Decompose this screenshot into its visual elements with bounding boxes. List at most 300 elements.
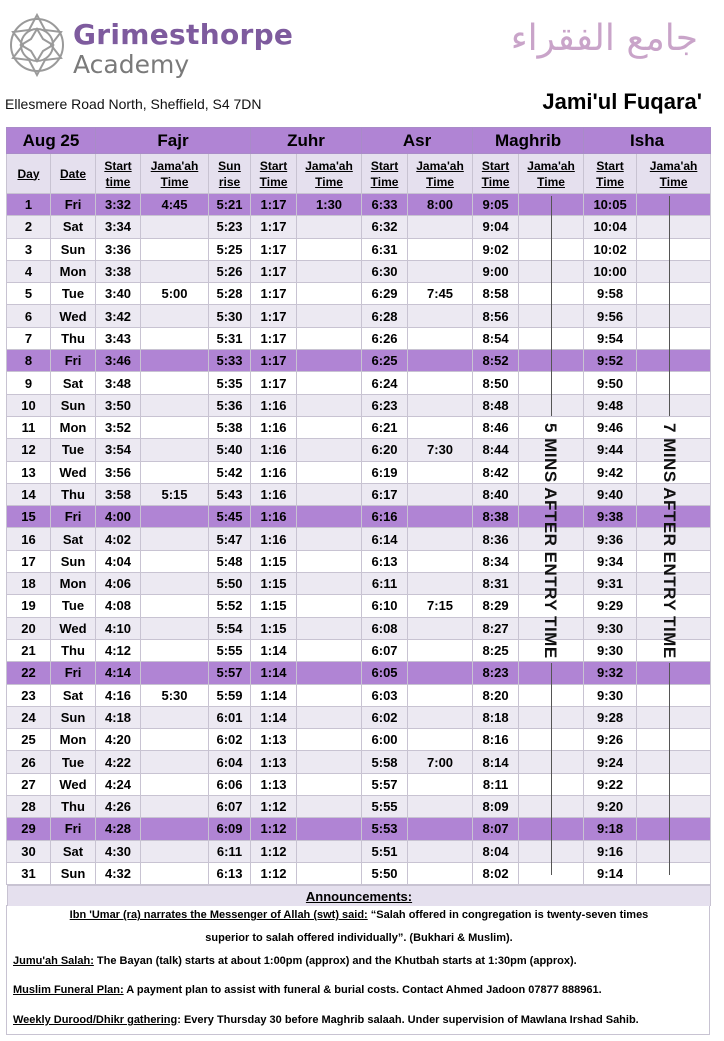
cell-asr-jamaah: [408, 260, 473, 282]
table-row: [7, 773, 711, 795]
cell-sunrise: 5:33: [209, 350, 251, 372]
column-header-word: Time: [481, 174, 510, 189]
cell-fajr-start: 3:32: [96, 194, 141, 216]
jumuah-label: Jumu'ah Salah:: [13, 955, 94, 967]
cell-date: Fri: [51, 662, 96, 684]
cell-zuhr-jamaah: [297, 818, 362, 840]
cell-zuhr-jamaah: [297, 773, 362, 795]
cell-asr-start: 5:58: [362, 751, 408, 773]
cell-sunrise: 5:31: [209, 327, 251, 349]
cell-sunrise: 5:43: [209, 483, 251, 505]
cell-maghrib-start: 8:29: [473, 595, 519, 617]
cell-maghrib-start: 8:40: [473, 483, 519, 505]
cell-zuhr-start: 1:13: [251, 729, 297, 751]
address: Ellesmere Road North, Sheffield, S4 7DN: [5, 96, 262, 112]
table-row: [7, 840, 711, 862]
cell-jamaah-note: [637, 350, 711, 372]
cell-date: Sun: [51, 238, 96, 260]
cell-fajr-start: 3:56: [96, 461, 141, 483]
cell-maghrib-start: 9:04: [473, 216, 519, 238]
column-header: [362, 154, 408, 194]
funeral-label: Muslim Funeral Plan:: [13, 984, 124, 996]
cell-maghrib-start: 8:36: [473, 528, 519, 550]
cell-asr-start: 6:05: [362, 662, 408, 684]
cell-asr-start: 6:17: [362, 483, 408, 505]
column-header-word: Jama'ah: [649, 158, 698, 173]
cell-date: Sun: [51, 394, 96, 416]
column-header: [408, 154, 473, 194]
cell-maghrib-start: 8:27: [473, 617, 519, 639]
column-header: [51, 154, 96, 194]
cell-isha-start: 9:56: [584, 305, 637, 327]
cell-asr-jamaah: 7:30: [408, 439, 473, 461]
cell-sunrise: 6:04: [209, 751, 251, 773]
cell-jamaah-note: [637, 840, 711, 862]
cell-maghrib-start: 8:56: [473, 305, 519, 327]
cell-jamaah-note: [637, 238, 711, 260]
cell-date: Mon: [51, 729, 96, 751]
cell-fajr-start: 4:22: [96, 751, 141, 773]
column-header-word: Start: [370, 158, 399, 173]
column-header-word: Time: [659, 174, 688, 189]
cell-isha-start: 9:14: [584, 862, 637, 884]
cell-day: 18: [7, 573, 51, 595]
cell-date: Wed: [51, 773, 96, 795]
cell-date: Wed: [51, 305, 96, 327]
cell-day: 17: [7, 550, 51, 572]
cell-asr-jamaah: [408, 327, 473, 349]
cell-isha-start: 10:02: [584, 238, 637, 260]
column-header-word: Time: [537, 174, 565, 189]
cell-zuhr-jamaah: [297, 483, 362, 505]
academy-logo-icon: [5, 10, 69, 80]
cell-fajr-jamaah: [141, 350, 209, 372]
cell-zuhr-start: 1:12: [251, 862, 297, 884]
table-row: [7, 439, 711, 461]
cell-zuhr-jamaah: [297, 840, 362, 862]
table-row: [7, 639, 711, 661]
group-fajr: Fajr: [96, 128, 251, 154]
cell-asr-jamaah: [408, 818, 473, 840]
cell-asr-start: 6:20: [362, 439, 408, 461]
cell-fajr-start: 3:52: [96, 416, 141, 438]
column-header-word: Start: [481, 158, 510, 173]
cell-isha-start: 9:34: [584, 550, 637, 572]
column-header: [637, 154, 711, 194]
cell-asr-jamaah: [408, 684, 473, 706]
cell-maghrib-start: 8:38: [473, 506, 519, 528]
cell-isha-start: 9:28: [584, 706, 637, 728]
cell-sunrise: 5:57: [209, 662, 251, 684]
cell-maghrib-start: 8:04: [473, 840, 519, 862]
cell-fajr-jamaah: 5:00: [141, 283, 209, 305]
cell-day: 26: [7, 751, 51, 773]
cell-isha-start: 9:29: [584, 595, 637, 617]
cell-sunrise: 5:50: [209, 573, 251, 595]
cell-day: 13: [7, 461, 51, 483]
cell-maghrib-start: 9:02: [473, 238, 519, 260]
cell-asr-jamaah: 8:00: [408, 194, 473, 216]
cell-sunrise: 5:26: [209, 260, 251, 282]
cell-zuhr-start: 1:16: [251, 439, 297, 461]
cell-zuhr-jamaah: [297, 684, 362, 706]
table-row: [7, 662, 711, 684]
cell-fajr-start: 4:04: [96, 550, 141, 572]
group-zuhr: Zuhr: [251, 128, 362, 154]
cell-asr-start: 6:33: [362, 194, 408, 216]
cell-maghrib-start: 8:31: [473, 573, 519, 595]
cell-asr-jamaah: [408, 639, 473, 661]
cell-asr-jamaah: [408, 729, 473, 751]
cell-fajr-jamaah: [141, 662, 209, 684]
cell-zuhr-start: 1:16: [251, 483, 297, 505]
cell-day: 9: [7, 372, 51, 394]
cell-maghrib-start: 8:34: [473, 550, 519, 572]
cell-asr-start: 6:29: [362, 283, 408, 305]
cell-maghrib-start: 8:09: [473, 796, 519, 818]
cell-jamaah-note: [637, 773, 711, 795]
column-header: [584, 154, 637, 194]
cell-isha-start: 9:22: [584, 773, 637, 795]
column-header-word: Start: [596, 158, 624, 173]
cell-jamaah-note: [637, 662, 711, 684]
cell-jamaah-note: [637, 260, 711, 282]
cell-sunrise: 5:30: [209, 305, 251, 327]
cell-asr-jamaah: [408, 372, 473, 394]
cell-asr-jamaah: [408, 350, 473, 372]
cell-day: 21: [7, 639, 51, 661]
cell-maghrib-start: 8:07: [473, 818, 519, 840]
column-header: [297, 154, 362, 194]
cell-day: 2: [7, 216, 51, 238]
cell-asr-jamaah: [408, 483, 473, 505]
column-header: [519, 154, 584, 194]
cell-maghrib-start: 8:50: [473, 372, 519, 394]
table-row: [7, 595, 711, 617]
cell-fajr-jamaah: [141, 238, 209, 260]
cell-fajr-jamaah: [141, 573, 209, 595]
cell-day: 3: [7, 238, 51, 260]
cell-asr-start: 6:08: [362, 617, 408, 639]
cell-day: 28: [7, 796, 51, 818]
cell-zuhr-start: 1:14: [251, 639, 297, 661]
cell-zuhr-start: 1:17: [251, 194, 297, 216]
maghrib-jamaah-note: 5 MINS AFTER ENTRY TIME: [541, 423, 560, 659]
maghrib-arrow-line-bottom: [551, 663, 552, 875]
cell-date: Fri: [51, 818, 96, 840]
cell-fajr-jamaah: [141, 439, 209, 461]
timetable-body: [7, 128, 711, 885]
cell-date: Sat: [51, 528, 96, 550]
cell-zuhr-jamaah: [297, 796, 362, 818]
jumuah-line: [7, 955, 711, 967]
cell-asr-jamaah: [408, 662, 473, 684]
cell-sunrise: 5:36: [209, 394, 251, 416]
cell-asr-start: 5:55: [362, 796, 408, 818]
cell-fajr-start: 4:10: [96, 617, 141, 639]
cell-asr-start: 6:23: [362, 394, 408, 416]
cell-asr-start: 6:13: [362, 550, 408, 572]
cell-fajr-start: 3:46: [96, 350, 141, 372]
cell-zuhr-jamaah: [297, 662, 362, 684]
column-header-word: Day: [17, 166, 40, 181]
cell-fajr-start: 4:16: [96, 684, 141, 706]
hadith-line-1: [7, 909, 711, 921]
cell-day: 7: [7, 327, 51, 349]
cell-zuhr-jamaah: [297, 729, 362, 751]
cell-fajr-jamaah: [141, 639, 209, 661]
cell-date: Mon: [51, 416, 96, 438]
funeral-line: [7, 984, 711, 996]
cell-sunrise: 5:55: [209, 639, 251, 661]
isha-arrow-line-bottom: [669, 663, 670, 875]
table-row: [7, 573, 711, 595]
column-header-word: Jama'ah: [150, 158, 199, 173]
column-header-word: Start: [104, 158, 132, 173]
cell-date: Fri: [51, 350, 96, 372]
group-isha: Isha: [584, 128, 711, 154]
cell-day: 25: [7, 729, 51, 751]
cell-zuhr-jamaah: [297, 550, 362, 572]
cell-day: 1: [7, 194, 51, 216]
cell-maghrib-start: 8:52: [473, 350, 519, 372]
month-label: Aug 25: [7, 128, 96, 154]
table-row: [7, 372, 711, 394]
cell-zuhr-jamaah: [297, 595, 362, 617]
cell-maghrib-start: 8:44: [473, 439, 519, 461]
cell-fajr-jamaah: [141, 818, 209, 840]
cell-asr-start: 6:03: [362, 684, 408, 706]
column-header: [251, 154, 297, 194]
cell-zuhr-start: 1:15: [251, 617, 297, 639]
cell-asr-jamaah: [408, 394, 473, 416]
cell-fajr-jamaah: [141, 305, 209, 327]
table-row: [7, 327, 711, 349]
cell-fajr-start: 3:38: [96, 260, 141, 282]
cell-sunrise: 5:21: [209, 194, 251, 216]
cell-zuhr-start: 1:14: [251, 706, 297, 728]
cell-asr-jamaah: 7:45: [408, 283, 473, 305]
cell-jamaah-note: [637, 862, 711, 884]
cell-sunrise: 6:11: [209, 840, 251, 862]
cell-asr-jamaah: 7:00: [408, 751, 473, 773]
cell-asr-start: 6:00: [362, 729, 408, 751]
cell-isha-start: 9:18: [584, 818, 637, 840]
table-row: [7, 260, 711, 282]
cell-day: 30: [7, 840, 51, 862]
table-row: [7, 416, 711, 438]
table-row: [7, 796, 711, 818]
cell-date: Sat: [51, 840, 96, 862]
cell-asr-jamaah: 7:15: [408, 595, 473, 617]
cell-jamaah-note: [637, 796, 711, 818]
cell-jamaah-note: [637, 283, 711, 305]
cell-zuhr-jamaah: [297, 573, 362, 595]
cell-fajr-jamaah: [141, 260, 209, 282]
table-row: [7, 394, 711, 416]
cell-asr-jamaah: [408, 506, 473, 528]
cell-maghrib-start: 8:18: [473, 706, 519, 728]
cell-day: 15: [7, 506, 51, 528]
cell-jamaah-note: [637, 327, 711, 349]
cell-fajr-jamaah: [141, 216, 209, 238]
cell-isha-start: 9:31: [584, 573, 637, 595]
cell-isha-start: 10:04: [584, 216, 637, 238]
cell-sunrise: 5:35: [209, 372, 251, 394]
cell-zuhr-jamaah: [297, 350, 362, 372]
cell-date: Sat: [51, 216, 96, 238]
cell-fajr-start: 3:58: [96, 483, 141, 505]
cell-maghrib-start: 8:25: [473, 639, 519, 661]
cell-isha-start: 9:30: [584, 684, 637, 706]
announcements-panel: [6, 889, 710, 1035]
mosque-name: Jami'ul Fuqara': [542, 89, 702, 114]
cell-zuhr-start: 1:17: [251, 283, 297, 305]
cell-sunrise: 6:01: [209, 706, 251, 728]
cell-date: Mon: [51, 573, 96, 595]
cell-day: 22: [7, 662, 51, 684]
column-header-word: Jama'ah: [305, 158, 353, 173]
cell-zuhr-start: 1:17: [251, 350, 297, 372]
cell-sunrise: 5:25: [209, 238, 251, 260]
cell-asr-start: 6:11: [362, 573, 408, 595]
cell-maghrib-start: 8:48: [473, 394, 519, 416]
cell-date: Sun: [51, 550, 96, 572]
cell-zuhr-start: 1:14: [251, 684, 297, 706]
cell-zuhr-start: 1:16: [251, 461, 297, 483]
column-header: [209, 154, 251, 194]
cell-date: Thu: [51, 483, 96, 505]
cell-fajr-start: 3:40: [96, 283, 141, 305]
cell-zuhr-jamaah: [297, 439, 362, 461]
cell-zuhr-start: 1:12: [251, 796, 297, 818]
cell-asr-start: 5:50: [362, 862, 408, 884]
column-header-word: Time: [259, 174, 288, 189]
cell-fajr-start: 3:54: [96, 439, 141, 461]
cell-jamaah-note: [637, 818, 711, 840]
maghrib-arrow-line-top: [551, 196, 552, 416]
cell-zuhr-jamaah: [297, 639, 362, 661]
cell-jamaah-note: [637, 394, 711, 416]
cell-zuhr-start: 1:17: [251, 216, 297, 238]
cell-asr-jamaah: [408, 528, 473, 550]
cell-date: Tue: [51, 283, 96, 305]
cell-day: 5: [7, 283, 51, 305]
cell-day: 27: [7, 773, 51, 795]
cell-isha-start: 9:30: [584, 617, 637, 639]
cell-fajr-start: 3:48: [96, 372, 141, 394]
cell-asr-start: 6:14: [362, 528, 408, 550]
cell-asr-jamaah: [408, 617, 473, 639]
cell-maghrib-start: 8:20: [473, 684, 519, 706]
cell-zuhr-start: 1:16: [251, 416, 297, 438]
cell-date: Fri: [51, 194, 96, 216]
cell-zuhr-start: 1:12: [251, 840, 297, 862]
cell-date: Wed: [51, 461, 96, 483]
cell-sunrise: 5:40: [209, 439, 251, 461]
cell-day: 23: [7, 684, 51, 706]
table-row: [7, 751, 711, 773]
cell-sunrise: 6:09: [209, 818, 251, 840]
cell-fajr-start: 3:43: [96, 327, 141, 349]
cell-asr-jamaah: [408, 416, 473, 438]
table-row: [7, 238, 711, 260]
cell-asr-jamaah: [408, 238, 473, 260]
cell-sunrise: 5:38: [209, 416, 251, 438]
cell-fajr-jamaah: [141, 796, 209, 818]
cell-isha-start: 9:54: [584, 327, 637, 349]
cell-asr-start: 6:19: [362, 461, 408, 483]
cell-jamaah-note: [637, 729, 711, 751]
cell-day: 12: [7, 439, 51, 461]
cell-zuhr-jamaah: [297, 461, 362, 483]
cell-isha-start: 9:40: [584, 483, 637, 505]
jumuah-text: The Bayan (talk) starts at about 1:00pm (approx) and the Khutbah starts at 1:30pm (approx).: [93, 955, 577, 967]
cell-isha-start: 9:38: [584, 506, 637, 528]
cell-isha-start: 9:46: [584, 416, 637, 438]
column-header-word: Jama'ah: [527, 158, 575, 173]
cell-isha-start: 9:24: [584, 751, 637, 773]
hadith-line-2: superior to salah offered individually”. (Bukhari & Muslim).: [205, 932, 513, 944]
cell-date: Tue: [51, 595, 96, 617]
table-row: [7, 706, 711, 728]
cell-asr-jamaah: [408, 550, 473, 572]
cell-isha-start: 9:44: [584, 439, 637, 461]
cell-maghrib-start: 8:46: [473, 416, 519, 438]
cell-fajr-jamaah: 4:45: [141, 194, 209, 216]
cell-maghrib-start: 8:02: [473, 862, 519, 884]
cell-asr-jamaah: [408, 840, 473, 862]
column-header: [141, 154, 209, 194]
column-header-word: time: [105, 174, 131, 189]
cell-date: Thu: [51, 327, 96, 349]
cell-isha-start: 10:05: [584, 194, 637, 216]
table-row: [7, 194, 711, 216]
cell-asr-start: 5:57: [362, 773, 408, 795]
cell-isha-start: 9:58: [584, 283, 637, 305]
cell-zuhr-start: 1:13: [251, 773, 297, 795]
cell-zuhr-start: 1:17: [251, 238, 297, 260]
column-header-word: Time: [315, 174, 343, 189]
table-row: [7, 617, 711, 639]
durood-line: [7, 1014, 711, 1026]
cell-asr-start: 6:28: [362, 305, 408, 327]
cell-asr-start: 6:31: [362, 238, 408, 260]
cell-day: 6: [7, 305, 51, 327]
cell-fajr-start: 3:50: [96, 394, 141, 416]
cell-date: Mon: [51, 260, 96, 282]
column-header-word: Sun: [218, 158, 241, 173]
cell-sunrise: 5:23: [209, 216, 251, 238]
cell-fajr-jamaah: [141, 372, 209, 394]
table-row: [7, 729, 711, 751]
cell-maghrib-start: 8:11: [473, 773, 519, 795]
cell-zuhr-jamaah: [297, 617, 362, 639]
cell-sunrise: 5:48: [209, 550, 251, 572]
hadith-source: Ibn 'Umar (ra) narrates the Messenger of Allah (swt) said:: [69, 909, 368, 921]
cell-zuhr-jamaah: [297, 528, 362, 550]
page-header: [0, 0, 724, 125]
cell-sunrise: 5:42: [209, 461, 251, 483]
cell-isha-start: 9:52: [584, 350, 637, 372]
hadith-text: “Salah offered in congregation is twenty-seven times: [367, 909, 649, 921]
cell-jamaah-note: [637, 194, 711, 216]
cell-fajr-jamaah: [141, 394, 209, 416]
cell-fajr-start: 4:26: [96, 796, 141, 818]
cell-fajr-jamaah: [141, 729, 209, 751]
cell-day: 20: [7, 617, 51, 639]
cell-day: 4: [7, 260, 51, 282]
